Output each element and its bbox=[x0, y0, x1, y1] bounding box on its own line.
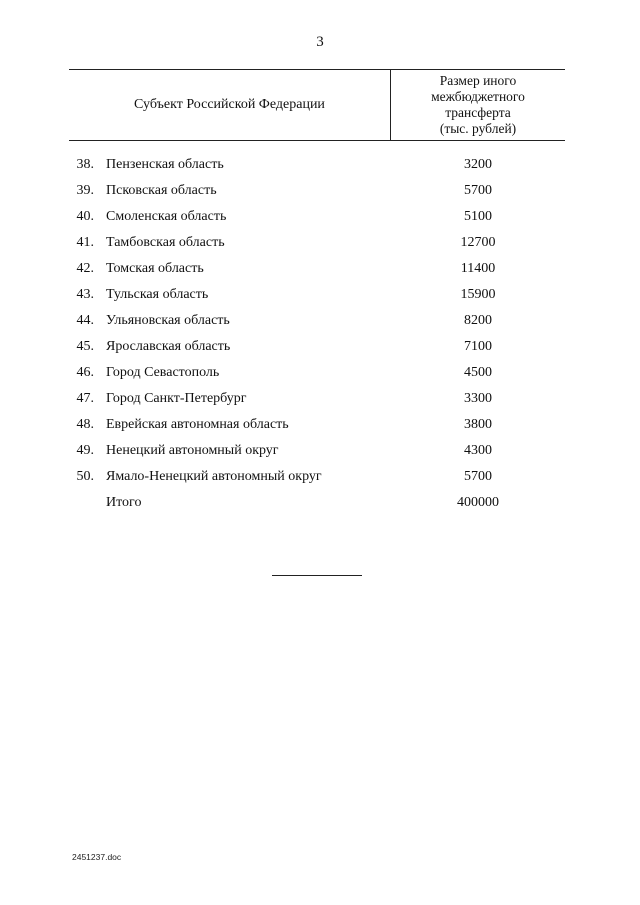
region-name: Ямало-Ненецкий автономный округ bbox=[106, 469, 322, 484]
region-name: Псковская область bbox=[106, 183, 217, 198]
row-number: 38. bbox=[76, 157, 94, 172]
region-name: Тульская область bbox=[106, 287, 209, 302]
row-number: 48. bbox=[76, 417, 94, 432]
transfer-amount: 3300 bbox=[464, 391, 492, 406]
transfer-amount: 3200 bbox=[464, 157, 492, 172]
row-number: 39. bbox=[76, 183, 94, 198]
table-row bbox=[0, 287, 640, 313]
table-row bbox=[0, 339, 640, 365]
table-row bbox=[0, 365, 640, 391]
region-name: Тамбовская область bbox=[106, 235, 225, 250]
header-amount bbox=[391, 73, 565, 137]
transfer-amount: 7100 bbox=[464, 339, 492, 354]
region-name: Томская область bbox=[106, 261, 204, 276]
table-row bbox=[0, 183, 640, 209]
region-name: Смоленская область bbox=[106, 209, 227, 224]
table-row bbox=[0, 391, 640, 417]
table-row bbox=[0, 469, 640, 495]
row-number: 50. bbox=[76, 469, 94, 484]
table-row bbox=[0, 157, 640, 183]
region-name: Город Санкт-Петербург bbox=[106, 391, 247, 406]
row-number: 44. bbox=[76, 313, 94, 328]
row-number: 47. bbox=[76, 391, 94, 406]
header-amount-line: межбюджетного bbox=[431, 89, 525, 104]
row-number: 45. bbox=[76, 339, 94, 354]
table-row bbox=[0, 313, 640, 339]
table-rows bbox=[0, 157, 640, 521]
row-number: 49. bbox=[76, 443, 94, 458]
table-row bbox=[0, 443, 640, 469]
page-number: 3 bbox=[316, 34, 324, 50]
region-name: Пензенская область bbox=[106, 157, 224, 172]
row-number: 41. bbox=[76, 235, 94, 250]
region-name: Ярославская область bbox=[106, 339, 231, 354]
region-name: Ненецкий автономный округ bbox=[106, 443, 279, 458]
row-number: 43. bbox=[76, 287, 94, 302]
closing-rule bbox=[272, 575, 362, 576]
table-row bbox=[0, 417, 640, 443]
transfer-amount: 4500 bbox=[464, 365, 492, 380]
row-number: 42. bbox=[76, 261, 94, 276]
transfer-amount: 12700 bbox=[460, 235, 496, 250]
row-number: 46. bbox=[76, 365, 94, 380]
header-subject: Субъект Российской Федерации bbox=[134, 97, 325, 112]
table-row bbox=[0, 261, 640, 287]
table-row-total bbox=[0, 495, 640, 521]
transfer-amount: 5700 bbox=[464, 183, 492, 198]
table-top-rule bbox=[69, 69, 565, 70]
table-row bbox=[0, 209, 640, 235]
transfer-amount: 5100 bbox=[464, 209, 492, 224]
region-name: Ульяновская область bbox=[106, 313, 230, 328]
transfer-amount: 3800 bbox=[464, 417, 492, 432]
table-header-bottom-rule bbox=[69, 140, 565, 141]
transfer-amount: 11400 bbox=[460, 261, 496, 276]
header-amount-line: (тыс. рублей) bbox=[439, 121, 517, 136]
transfer-amount: 5700 bbox=[464, 469, 492, 484]
row-number: 40. bbox=[76, 209, 94, 224]
transfer-amount: 15900 bbox=[460, 287, 496, 302]
header-amount-line: Размер иного bbox=[439, 73, 517, 88]
total-label: Итого bbox=[106, 495, 142, 510]
transfer-amount: 8200 bbox=[464, 313, 492, 328]
transfer-amount: 4300 bbox=[464, 443, 492, 458]
table-row bbox=[0, 235, 640, 261]
region-name: Еврейская автономная область bbox=[106, 417, 289, 432]
region-name: Город Севастополь bbox=[106, 365, 220, 380]
footer-filename: 2451237.doc bbox=[72, 852, 122, 862]
header-amount-line: трансферта bbox=[445, 105, 511, 120]
total-amount: 400000 bbox=[457, 495, 499, 510]
